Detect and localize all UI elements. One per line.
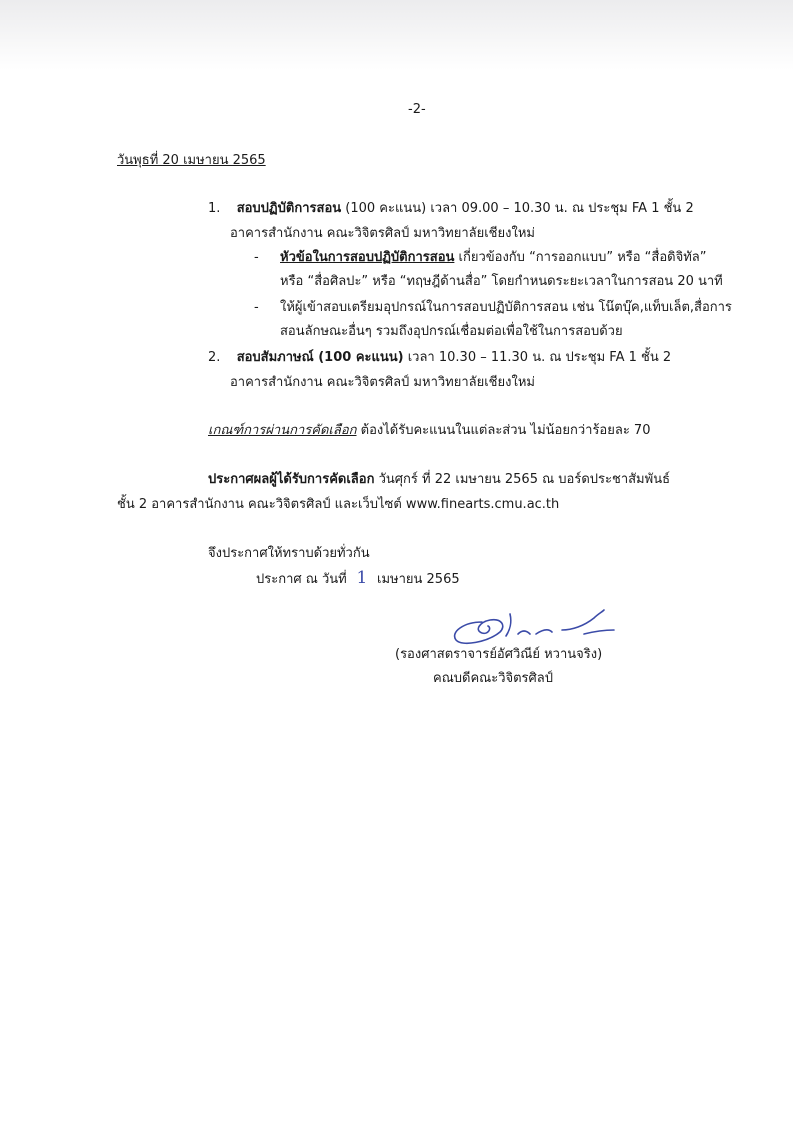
signature-image [444,600,624,650]
announce-line2: ชั้น 2 อาคารสำนักงาน คณะวิจิตรศิลป์ และเว็บไซต์ www.finearts.cmu.ac.th [117,497,560,512]
bullet1-topic-text: เกี่ยวข้องกับ “การออกแบบ” หรือ “สื่อดิจิทัล” [454,250,707,265]
item1-line1 [208,199,694,219]
item2-number: 2. [208,350,221,365]
item1-details: (100 คะแนน) เวลา 09.00 – 10.30 น. ณ ประชุม FA 1 ชั้น 2 [341,201,694,216]
signer-name: (รองศาสตราจารย์อัศวิณีย์ หวานจริง) [395,647,603,662]
bullet2-line1: ให้ผู้เข้าสอบเตรียมอุปกรณ์ในการสอบปฏิบัติการสอน เช่น โน๊ตบุ๊ค,แท็บเล็ต,สื่อการ [280,300,732,315]
bullet1-line2: หรือ “สื่อศิลปะ” หรือ “ทฤษฎีด้านสื่อ” โดยกำหนดระยะเวลาในการสอน 20 นาที [280,274,723,289]
bullet1-dash: - [254,250,259,265]
announce-label: ประกาศผลผู้ได้รับการคัดเลือก [208,472,375,487]
announced-day-handwritten: 1 [356,568,368,588]
announced-month-year: เมษายน 2565 [377,572,460,587]
bullet1-topic-label: หัวข้อในการสอบปฏิบัติการสอน [280,250,455,265]
date-heading: วันพุธที่ 20 เมษายน 2565 [117,153,266,168]
item2-line2: อาคารสำนักงาน คณะวิจิตรศิลป์ มหาวิทยาลัยเชียงใหม่ [230,375,535,390]
item1-line2: อาคารสำนักงาน คณะวิจิตรศิลป์ มหาวิทยาลัยเชียงใหม่ [230,226,535,241]
signer-title: คณบดีคณะวิจิตรศิลป์ [433,671,554,686]
criteria-line [208,421,650,441]
bullet2-line2: สอนลักษณะอื่นๆ รวมถึงอุปกรณ์เชื่อมต่อเพื่อใช้ในการสอบด้วย [280,324,623,339]
item2-title: สอบสัมภาษณ์ (100 คะแนน) [236,350,404,365]
bullet1-line1 [280,248,707,268]
announced-prefix: ประกาศ ณ วันที่ [256,572,347,587]
criteria-label: เกณฑ์การผ่านการคัดเลือก [208,423,357,438]
announce-date-place: วันศุกร์ ที่ 22 เมษายน 2565 ณ บอร์ดประชาสัมพันธ์ [374,472,671,487]
item1-title: สอบปฏิบัติการสอน [236,201,342,216]
closing-text: จึงประกาศให้ทราบด้วยทั่วกัน [208,546,370,561]
announced-date [256,568,460,590]
item1-number: 1. [208,201,221,216]
bullet2-dash: - [254,300,259,315]
scan-shadow [0,0,793,70]
page-number: -2- [408,102,426,117]
item2-line1 [208,348,671,368]
announce-line1 [208,470,670,490]
item2-details: เวลา 10.30 – 11.30 น. ณ ประชุม FA 1 ชั้น 2 [403,350,672,365]
criteria-text: ต้องได้รับคะแนนในแต่ละส่วน ไม่น้อยกว่าร้อยละ 70 [356,423,651,438]
